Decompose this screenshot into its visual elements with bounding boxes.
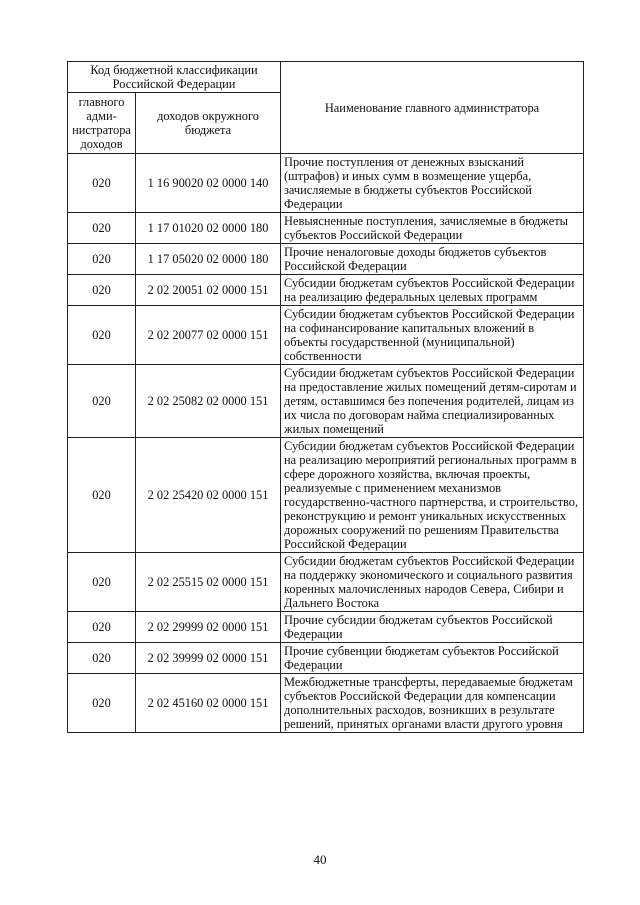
admin-code-cell: 020	[68, 612, 136, 643]
revenue-name-cell: Субсидии бюджетам субъектов Российской Федерации на поддержку экономического и социального развития коренных малочисленных народов Севера, Сибири и Дальнего Востока	[281, 553, 584, 612]
header-district-budget-revenue: доходов окружного бюджета	[136, 93, 281, 154]
revenue-name-cell: Субсидии бюджетам субъектов Российской Федерации на предоставление жилых помещений детям-сиротам и детям, оставшимся без попечения родителей, лицам из их числа по договорам найма специализированных жилых помещений	[281, 365, 584, 438]
revenue-code-cell: 2 02 39999 02 0000 151	[136, 643, 281, 674]
revenue-code-cell: 1 17 01020 02 0000 180	[136, 213, 281, 244]
admin-code-cell: 020	[68, 643, 136, 674]
admin-code-cell: 020	[68, 553, 136, 612]
revenue-name-cell: Субсидии бюджетам субъектов Российской Федерации на реализацию мероприятий региональных программ в сфере дорожного хозяйства, включая проекты, реализуемые с применением механизмов государственно-частного партнерства, и строительство, реконструкцию и ремонт уникальных искусственных дорожных сооружений по решениям Правительства Российской Федерации	[281, 438, 584, 553]
admin-code-cell: 020	[68, 306, 136, 365]
admin-code-cell: 020	[68, 438, 136, 553]
table-row	[68, 674, 584, 733]
revenue-code-cell: 2 02 29999 02 0000 151	[136, 612, 281, 643]
table-row	[68, 213, 584, 244]
revenue-code-cell: 2 02 45160 02 0000 151	[136, 674, 281, 733]
revenue-code-cell: 2 02 25082 02 0000 151	[136, 365, 281, 438]
header-budget-classification: Код бюджетной классификации Российской Федерации	[68, 62, 281, 93]
revenue-code-cell: 1 17 05020 02 0000 180	[136, 244, 281, 275]
admin-code-cell: 020	[68, 275, 136, 306]
table-row	[68, 612, 584, 643]
table-row	[68, 275, 584, 306]
admin-code-cell: 020	[68, 154, 136, 213]
table-row	[68, 643, 584, 674]
table-row	[68, 154, 584, 213]
table-row	[68, 306, 584, 365]
table-body	[68, 154, 584, 733]
revenue-name-cell: Прочие субсидии бюджетам субъектов Российской Федерации	[281, 612, 584, 643]
page-number: 40	[313, 852, 327, 867]
revenue-code-cell: 2 02 20077 02 0000 151	[136, 306, 281, 365]
revenue-code-cell: 2 02 25515 02 0000 151	[136, 553, 281, 612]
header-administrator-name: Наименование главного администратора	[281, 62, 584, 154]
revenue-code-cell: 2 02 25420 02 0000 151	[136, 438, 281, 553]
revenue-name-cell: Прочие поступления от денежных взысканий (штрафов) и иных сумм в возмещение ущерба, зачисляемые в бюджеты субъектов Российской Федерации	[281, 154, 584, 213]
revenue-name-cell: Прочие неналоговые доходы бюджетов субъектов Российской Федерации	[281, 244, 584, 275]
revenue-name-cell: Субсидии бюджетам субъектов Российской Федерации на софинансирование капитальных вложений в объекты государственной (муниципальной) собственности	[281, 306, 584, 365]
revenue-name-cell: Невыясненные поступления, зачисляемые в бюджеты субъектов Российской Федерации	[281, 213, 584, 244]
admin-code-cell: 020	[68, 244, 136, 275]
admin-code-cell: 020	[68, 213, 136, 244]
budget-classification-table	[67, 61, 584, 733]
table-row	[68, 244, 584, 275]
revenue-code-cell: 2 02 20051 02 0000 151	[136, 275, 281, 306]
table-row	[68, 553, 584, 612]
revenue-name-cell: Межбюджетные трансферты, передаваемые бюджетам субъектов Российской Федерации для компенсации дополнительных расходов, возникших в результате решений, принятых органами власти другого уровня	[281, 674, 584, 733]
revenue-code-cell: 1 16 90020 02 0000 140	[136, 154, 281, 213]
table-row	[68, 365, 584, 438]
revenue-name-cell: Прочие субвенции бюджетам субъектов Российской Федерации	[281, 643, 584, 674]
table-row	[68, 438, 584, 553]
header-chief-administrator: главного адми-нистратора доходов	[68, 93, 136, 154]
revenue-name-cell: Субсидии бюджетам субъектов Российской Федерации на реализацию федеральных целевых программ	[281, 275, 584, 306]
admin-code-cell: 020	[68, 674, 136, 733]
admin-code-cell: 020	[68, 365, 136, 438]
